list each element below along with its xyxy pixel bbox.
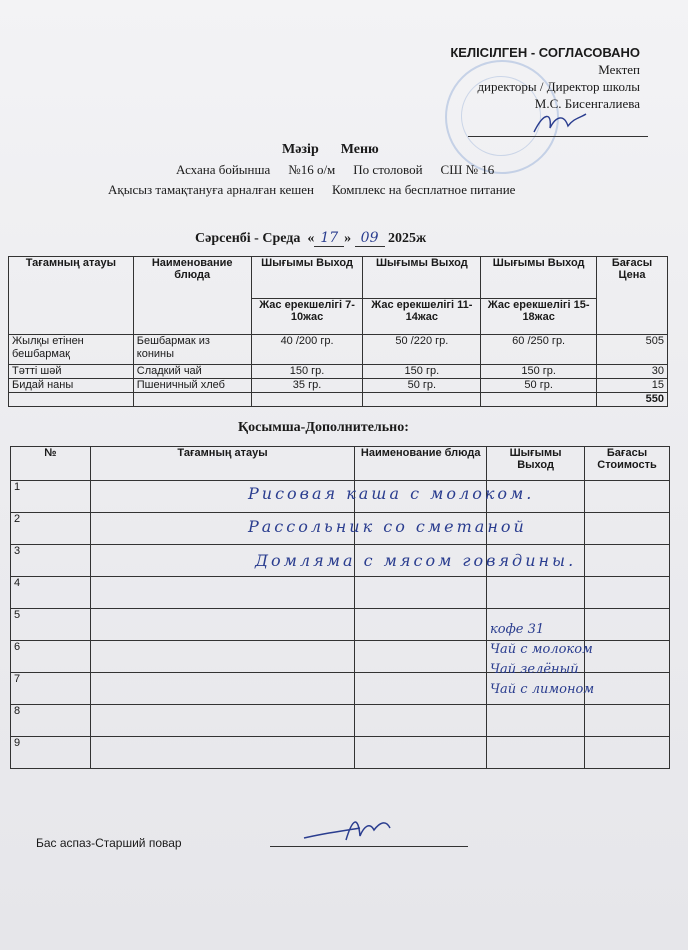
menu-date [195, 230, 426, 247]
dish-ru: Бешбармак из конины [133, 335, 251, 365]
handwritten-item-1: Рисовая каша с молоком. [248, 484, 535, 503]
output-1: 35 гр. [251, 379, 363, 393]
canteen-kz: Асхана бойынша [176, 162, 271, 177]
table-row [9, 365, 668, 379]
quote-close: » [344, 231, 352, 246]
extra-title: Қосымша-Дополнительно: [238, 420, 409, 435]
weekday: Сәрсенбі - Среда [195, 231, 301, 246]
row-number: 9 [11, 737, 91, 769]
output-2: 50 /220 гр. [363, 335, 481, 365]
output-2: 150 гр. [363, 365, 481, 379]
col-output-2: Шығымы Выход [363, 257, 481, 299]
table-row [11, 577, 670, 609]
table-row [11, 737, 670, 769]
complex-kz: Ақысыз тамақтануға арналған кешен [108, 182, 314, 197]
complex-line [108, 182, 533, 198]
col-num: № [11, 447, 91, 481]
school-kz: №16 о/м [288, 162, 336, 177]
approval-title: КЕЛІСІЛГЕН - СОГЛАСОВАНО [450, 45, 640, 60]
date-day: 17 [314, 230, 344, 247]
output-1: 40 /200 гр. [251, 335, 363, 365]
table-row [9, 379, 668, 393]
handwritten-item-7: Чай с лимоном [490, 682, 595, 697]
dish-kz: Тәтті шәй [9, 365, 134, 379]
table-row [11, 609, 670, 641]
dish-kz: Жылқы етінен бешбармақ [9, 335, 134, 365]
col-output-3: Шығымы Выход [481, 257, 597, 299]
dish-ru: Сладкий чай [133, 365, 251, 379]
date-month: 09 [355, 230, 385, 247]
output-3: 50 гр. [481, 379, 597, 393]
menu-table [8, 256, 668, 407]
handwritten-item-6: Чай зелёный [490, 662, 579, 677]
age-group-2: Жас ерекшелігі 11-14жас [363, 299, 481, 335]
col-price: Бағасы Цена [597, 257, 668, 335]
row-number: 1 [11, 481, 91, 513]
handwritten-item-2: Рассольник со сметаной [248, 517, 527, 536]
chef-signature [300, 808, 410, 848]
col-name-kz: Тағамның атауы [9, 257, 134, 335]
dish-kz: Бидай наны [9, 379, 134, 393]
menu-title-kz: Мәзір [282, 142, 319, 157]
approval-line-3: М.С. Бисенгалиева [534, 96, 640, 111]
school-ru: СШ № 16 [440, 162, 495, 177]
output-3: 60 /250 гр. [481, 335, 597, 365]
table-row [11, 705, 670, 737]
row-number: 5 [11, 609, 91, 641]
chef-label: Бас аспаз-Старший повар [36, 836, 182, 850]
handwritten-item-4: кофе 31 [490, 622, 545, 637]
col-output-1: Шығымы Выход [251, 257, 363, 299]
quote-open: « [307, 231, 315, 246]
output-2: 50 гр. [363, 379, 481, 393]
dish-ru: Пшеничный хлеб [133, 379, 251, 393]
price: 505 [597, 335, 668, 365]
price: 15 [597, 379, 668, 393]
age-group-3: Жас ерекшелігі 15-18жас [481, 299, 597, 335]
price: 30 [597, 365, 668, 379]
date-year: 2025ж [388, 231, 427, 246]
row-number: 6 [11, 641, 91, 673]
complex-ru: Комплекс на бесплатное питание [332, 182, 516, 197]
menu-title-ru: Меню [340, 142, 379, 157]
col-extra-name-kz: Тағамның атауы [90, 447, 354, 481]
menu-title [282, 142, 401, 158]
table-row [9, 335, 668, 365]
row-number: 3 [11, 545, 91, 577]
row-number: 8 [11, 705, 91, 737]
handwritten-item-5: Чай с молоком [490, 642, 593, 657]
handwritten-item-3: Домляма с мясом говядины. [255, 551, 577, 570]
approval-block [450, 44, 640, 112]
row-number: 4 [11, 577, 91, 609]
director-signature [530, 108, 590, 138]
col-extra-output: Шығымы Выход [487, 447, 585, 481]
row-number: 2 [11, 513, 91, 545]
age-group-1: Жас ерекшелігі 7-10жас [251, 299, 363, 335]
output-1: 150 гр. [251, 365, 363, 379]
row-number: 7 [11, 673, 91, 705]
total-price: 550 [597, 393, 668, 407]
output-3: 150 гр. [481, 365, 597, 379]
approval-line-1: Мектеп [598, 62, 640, 77]
canteen-line [176, 162, 512, 178]
total-row [9, 393, 668, 407]
col-extra-price: Бағасы Стоимость [585, 447, 670, 481]
canteen-ru: По столовой [353, 162, 423, 177]
approval-line-2: директоры / Директор школы [477, 79, 640, 94]
col-name-ru: Наименование блюда [133, 257, 251, 335]
col-extra-name-ru: Наименование блюда [355, 447, 487, 481]
